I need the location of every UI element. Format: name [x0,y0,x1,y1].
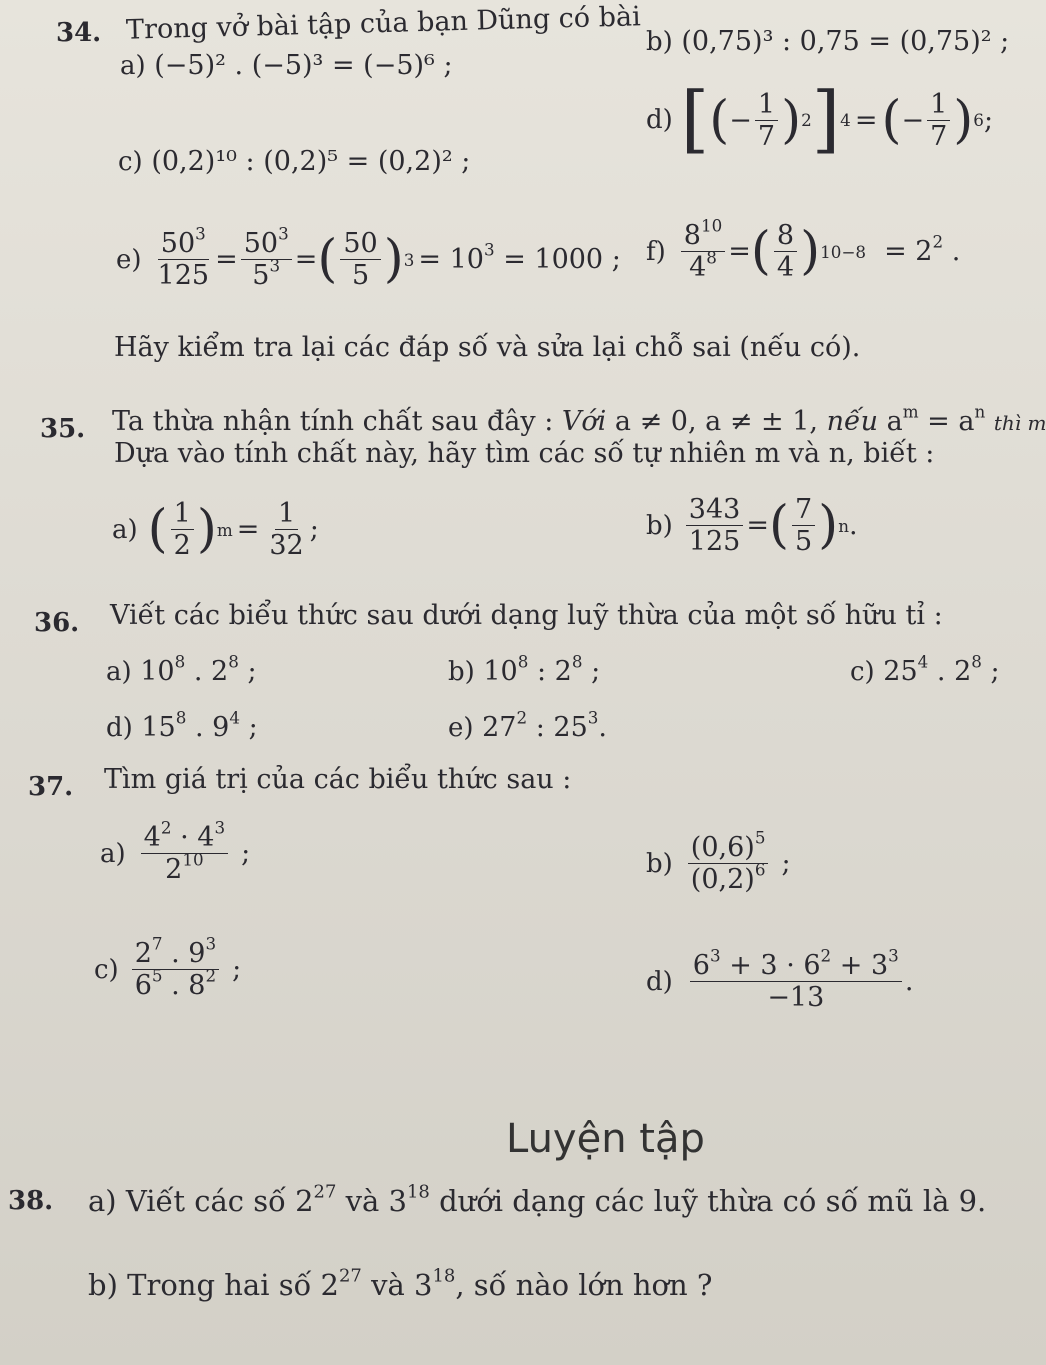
ex36-b: b) $10^8$ : $2^8$ ; [448,651,601,687]
ex37-c-label: c) [94,954,119,985]
ex37-a: a) $\frac{4^2 \cdot 4^3}{2^{10}}$ ; [100,817,251,886]
ex34-d-label: d) [646,105,673,136]
ex34-a-expr: (−5)² . (−5)³ = (−5)⁶ ; [154,50,453,81]
ex38-b: b) Trong hai số $2^{27}$ và $3^{18}$, số nào lớn hơn ? [88,1265,713,1302]
exercise-35-number: 35. [40,414,86,444]
ex38-a-text2: và [345,1184,380,1218]
ex35-line1: Ta thừa nhận tính chất sau đây : Với a ≠ 0, a ≠ ± 1, nếu $a^m = a^n$ thì m [112,401,1046,437]
ex35-line1-a: Ta thừa nhận tính chất sau đây : [112,406,554,437]
ex35-b: b) $\frac{343}{125}$ = ( $\frac{7}{5}$ ) n . [646,494,858,558]
ex36-a-label: a) [106,657,132,687]
ex38-a-label: a) [88,1184,117,1218]
exercise-34-number: 34. [56,18,102,48]
ex36-b-label: b) [448,657,475,687]
ex34-b-label: b) [646,27,673,57]
ex35-a: a) ( $\frac{1}{2}$ ) m = $\frac{1}{32}$ ; [112,498,319,562]
ex37-b: b) $\frac{(0,6)^5}{(0,2)^6}$ ; [646,827,791,896]
ex34-b [646,26,1009,57]
ex34-a [120,50,453,81]
ex37-d: d) $\frac{6^3 + 3 \cdot 6^2 + 3^3}{-13}$ . [646,945,914,1014]
ex38-b-text1: Trong hai số [127,1268,312,1302]
exercise-38-number: 38. [8,1186,54,1216]
ex35-line1-d: nếu [826,406,878,437]
ex36-e-label: e) [448,713,474,743]
ex37-c: c) $\frac{2^7 . 9^3}{6^5 . 8^2}$ ; [94,933,242,1002]
exercise-36-number: 36. [34,608,80,638]
ex36-e: e) $27^2$ : $25^3$. [448,707,608,743]
ex34-c-expr: (0,2)¹⁰ : (0,2)⁵ = (0,2)² ; [151,146,471,177]
ex36-c-label: c) [850,657,875,687]
ex36-intro: Viết các biểu thức sau dưới dạng luỹ thừa của một số hữu tỉ : [110,600,943,631]
ex38-a-text1: Viết các số [125,1184,286,1218]
ex34-c-label: c) [118,147,143,177]
ex38-b-text2: và [371,1268,405,1302]
ex35-line1-e: thì m [993,411,1046,435]
ex34-c [118,146,470,177]
ex36-c: c) $25^4$ . $2^8$ ; [850,651,1000,687]
ex35-a-label: a) [112,514,138,545]
ex34-a-label: a) [120,51,146,81]
ex36-d-label: d) [106,713,133,743]
ex34-f: f) $\frac{8^{10}}{4^8}$ = ( $\frac{8}{4}$ ) 10−8 = $2^2$ . [646,215,961,284]
ex35-line1-c: a ≠ 0, a ≠ ± 1, [614,406,818,437]
ex34-check: Hãy kiểm tra lại các đáp số và sửa lại chỗ sai (nếu có). [114,332,861,363]
ex37-d-label: d) [646,966,673,997]
exercise-37-number: 37. [28,772,74,802]
ex37-b-label: b) [646,848,673,879]
ex38-b-text3: , số nào lớn hơn ? [455,1268,713,1302]
ex34-b-expr: (0,75)³ : 0,75 = (0,75)² ; [681,26,1010,57]
ex35-b-label: b) [646,510,673,541]
ex34-e-label: e) [116,244,142,275]
ex35-line2: Dựa vào tính chất này, hãy tìm các số tự nhiên m và n, biết : [114,438,935,469]
ex34-e: e) $\frac{50^3}{125}$ = $\frac{50^3}{5^3}$ = ( $\frac{50}{5}$ ) 3 = $10^3 = 1000$ ; [116,223,621,292]
section-title: Luyện tập [506,1116,705,1162]
ex38-b-label: b) [88,1268,118,1302]
exercise-34-intro: Trong vở bài tập của bạn Dũng có bài [125,1,642,46]
ex34-d: d) [ ( − $\frac{1}{7}$ ) 2 ] 4 = ( − $\frac{1}{7}$ ) 6 ; [646,77,994,162]
ex38-a-text3: dưới dạng các luỹ thừa có số mũ là 9. [439,1184,987,1218]
ex35-line1-b: Với [561,406,607,437]
ex37-intro: Tìm giá trị của các biểu thức sau : [104,764,572,795]
ex36-a: a) $10^8$ . $2^8$ ; [106,651,257,687]
ex37-a-label: a) [100,838,126,869]
ex38-a: a) Viết các số $2^{27}$ và $3^{18}$ dưới dạng các luỹ thừa có số mũ là 9. [88,1181,987,1218]
ex34-f-label: f) [646,236,666,267]
ex36-d: d) $15^8$ . $9^4$ ; [106,707,258,743]
